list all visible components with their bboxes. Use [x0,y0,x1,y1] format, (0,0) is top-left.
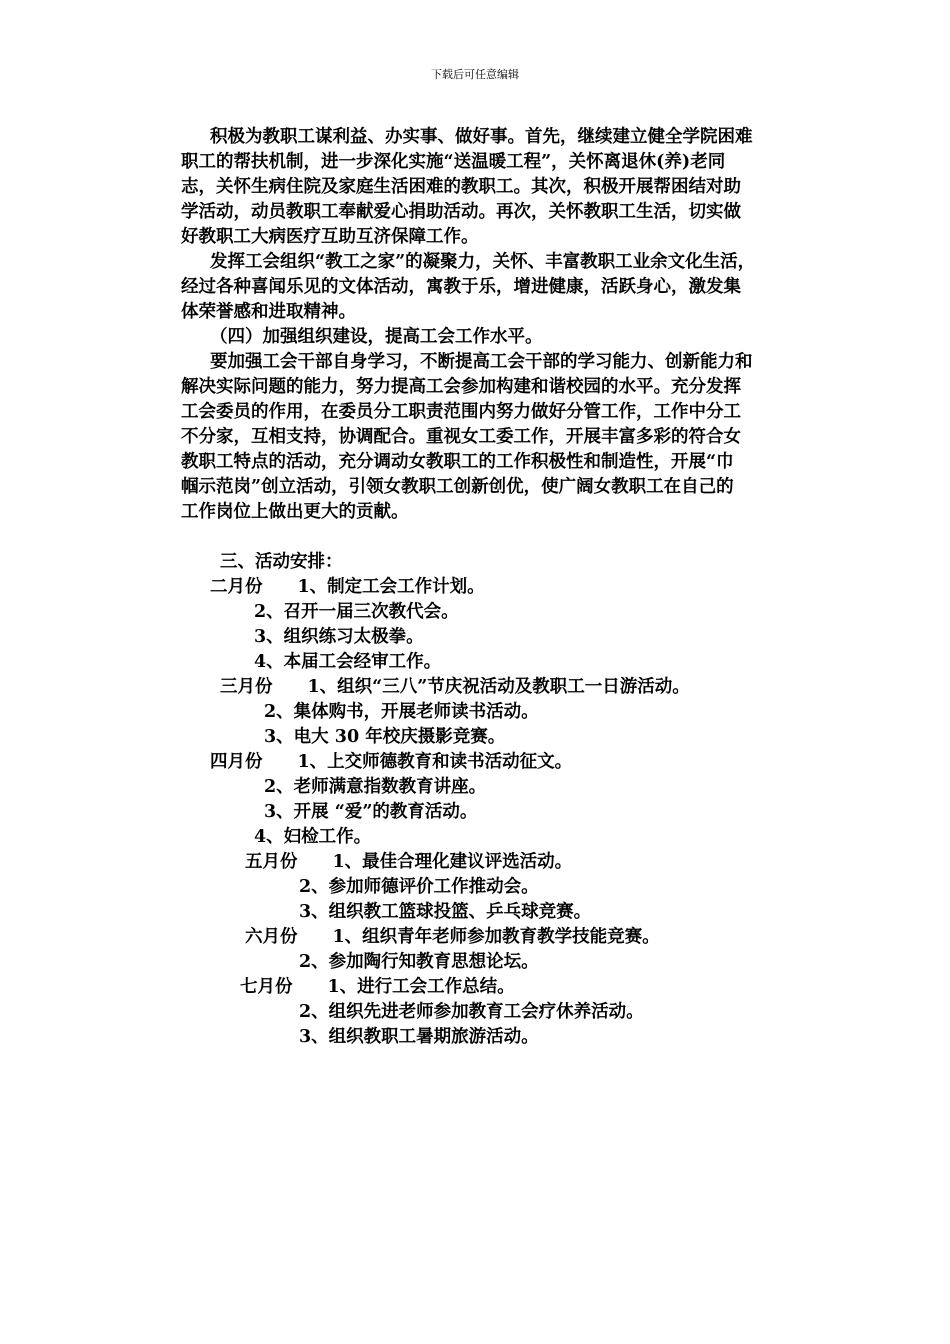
page-header: 下载后可任意编辑 [431,68,519,81]
schedule-item: 2、集体购书，开展老师读书活动。 [264,702,539,722]
paragraph-line: 体荣誉感和进取精神。 [181,302,356,322]
paragraph-line: 好教职工大病医疗互助互济保障工作。 [181,227,479,247]
paragraph-line: 工会委员的作用，在委员分工职责范围内努力做好分管工作，工作中分工 [181,402,741,422]
paragraph-line: 解决实际问题的能力，努力提高工会参加构建和谐校园的水平。充分发挥 [181,377,741,397]
schedule-item: 3、组织教工篮球投篮、乒乓球竞赛。 [299,902,592,922]
schedule-item: 2、召开一届三次教代会。 [254,602,459,622]
paragraph-line: 志，关怀生病住院及家庭生活困难的教职工。其次，积极开展帮困结对助 [181,177,741,197]
paragraph-line: 教职工特点的活动，充分调动女教职工的工作积极性和制造性，开展“巾 [181,452,734,472]
schedule-item: 3、电大 30 年校庆摄影竞赛。 [264,727,506,747]
schedule-item: 三月份 1、组织“三八”节庆祝活动及教职工一日游活动。 [220,677,690,697]
schedule-item: 4、本届工会经审工作。 [254,652,442,672]
paragraph-line: 经过各种喜闻乐见的文体活动，寓教于乐，增进健康，活跃身心，激发集 [181,277,741,297]
paragraph-line: 不分家，互相支持，协调配合。重视女工委工作，开展丰富多彩的符合女 [181,427,741,447]
section-heading: （四）加强组织建设，提高工会工作水平。 [210,327,543,347]
schedule-item: 四月份 1、上交师德教育和读书活动征文。 [210,752,573,772]
schedule-item: 六月份 1、组织青年老师参加教育教学技能竞赛。 [245,927,660,947]
paragraph-line: 要加强工会干部自身学习，不断提高工会干部的学习能力、创新能力和 [210,352,753,372]
paragraph-line: 职工的帮扶机制，进一步深化实施“送温暖工程”，关怀离退休(养)老同 [181,152,726,172]
schedule-item: 七月份 1、进行工会工作总结。 [240,977,515,997]
schedule-item: 3、开展 “爱”的教育活动。 [264,802,478,822]
schedule-item: 二月份 1、制定工会工作计划。 [210,577,485,597]
paragraph-line: 帼示范岗”创立活动，引领女教职工创新创优，使广阔女教职工在自己的 [181,477,734,497]
schedule-item: 五月份 1、最佳合理化建议评选活动。 [245,852,573,872]
schedule-item: 4、妇检工作。 [254,827,372,847]
schedule-item: 3、组织教职工暑期旅游活动。 [299,1027,539,1047]
schedule-item: 3、组织练习太极拳。 [254,627,424,647]
paragraph-line: 发挥工会组织“教工之家”的凝聚力，关怀、丰富教职工业余文化生活， [210,252,756,272]
schedule-item: 2、老师满意指数教育讲座。 [264,777,487,797]
paragraph-line: 学活动，动员教职工奉献爱心捐助活动。再次，关怀教职工生活，切实做 [181,202,741,222]
schedule-item: 2、组织先进老师参加教育工会疗休养活动。 [299,1002,644,1022]
paragraph-line: 工作岗位上做出更大的贡献。 [181,502,409,522]
schedule-item: 2、参加师德评价工作推动会。 [299,877,539,897]
paragraph-line: 积极为教职工谋利益、办实事、做好事。首先，继续建立健全学院困难 [210,127,753,147]
section-heading: 三、活动安排： [220,552,343,572]
schedule-item: 2、参加陶行知教育思想论坛。 [299,952,539,972]
